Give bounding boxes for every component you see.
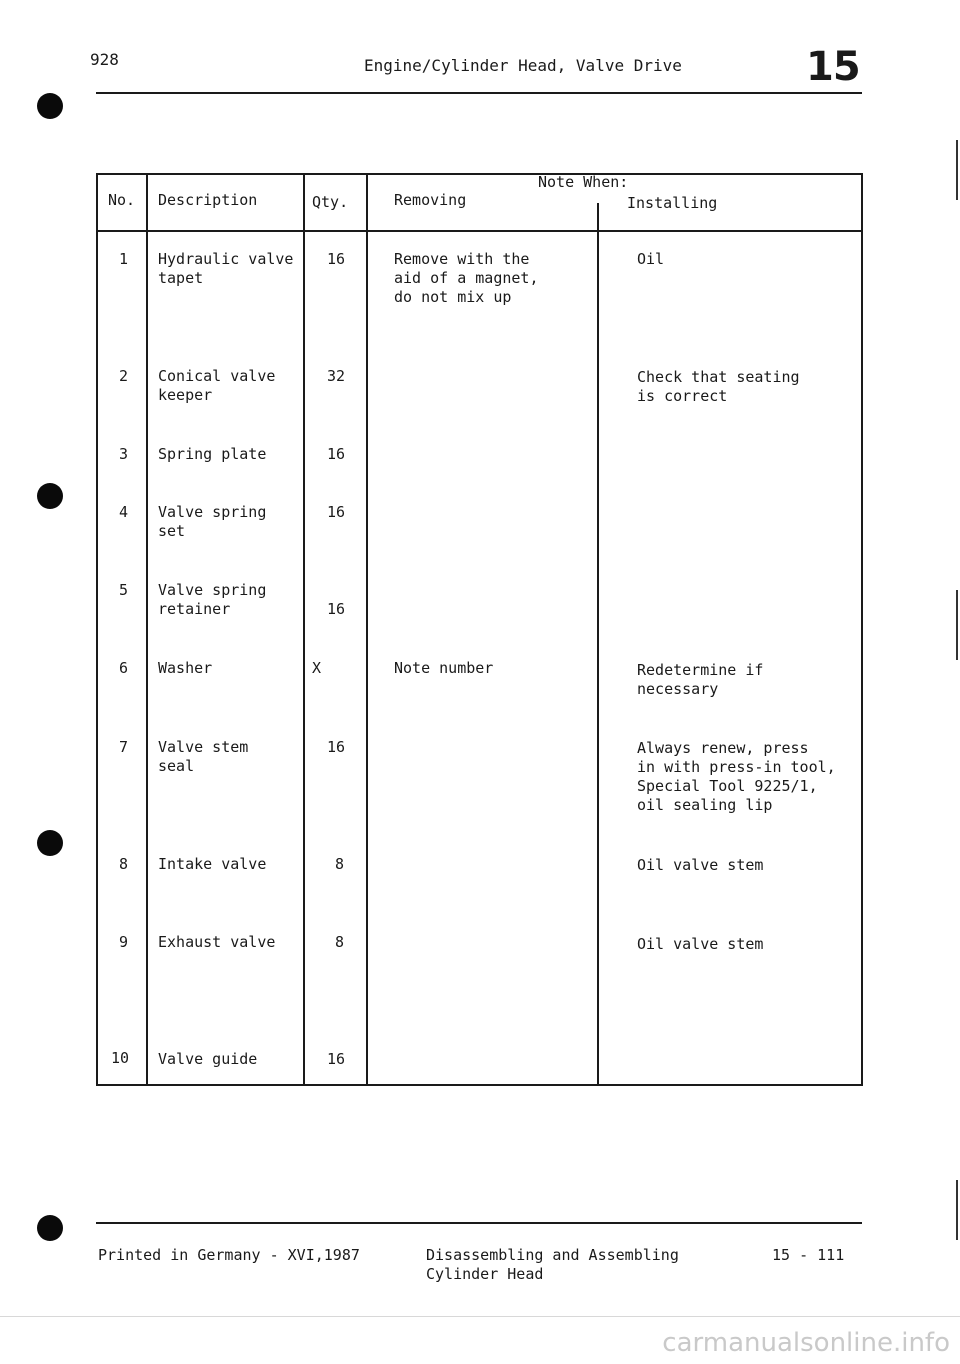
row-installing: Check that seating is correct: [637, 368, 800, 405]
footer-printed: Printed in Germany - XVI,1987: [98, 1246, 360, 1264]
binder-hole: [37, 93, 63, 119]
binder-hole: [37, 830, 63, 856]
row-no: 10: [111, 1049, 130, 1067]
row-no: 1: [119, 250, 129, 268]
row-qty: 16: [327, 445, 346, 463]
binder-hole: [37, 483, 63, 509]
footer-section: Disassembling and Assembling Cylinder Head: [426, 1246, 679, 1283]
row-no: 7: [119, 738, 129, 756]
row-description: Intake valve: [158, 855, 267, 873]
col-divider: [366, 175, 368, 1084]
footer-page-number: 15 - 111: [772, 1246, 845, 1264]
row-description: Valve spring set: [158, 503, 267, 540]
row-description: Valve stem seal: [158, 738, 249, 775]
row-description: Exhaust valve: [158, 933, 276, 951]
row-description: Valve spring retainer: [158, 581, 267, 618]
margin-mark: [956, 140, 958, 200]
row-removing: Remove with the aid of a magnet, do not mix up: [394, 250, 539, 306]
row-installing: Oil: [637, 250, 665, 268]
row-qty: 8: [335, 855, 345, 873]
row-removing: Note number: [394, 659, 494, 677]
col-divider: [597, 203, 599, 1084]
header-installing: Installing: [627, 194, 718, 212]
header-row-divider: [98, 230, 861, 232]
col-divider: [303, 175, 305, 1084]
row-qty: X: [312, 659, 322, 677]
row-no: 5: [119, 581, 129, 599]
row-description: Valve guide: [158, 1050, 258, 1068]
row-qty: 16: [327, 1050, 346, 1068]
row-no: 6: [119, 659, 129, 677]
row-no: 9: [119, 933, 129, 951]
header-description: Description: [158, 191, 258, 209]
col-divider: [146, 175, 148, 1084]
group-number: 15: [806, 44, 860, 90]
header-divider: [96, 92, 862, 94]
binder-hole: [37, 1215, 63, 1241]
row-installing: Oil valve stem: [637, 856, 764, 874]
row-no: 2: [119, 367, 129, 385]
row-no: 8: [119, 855, 129, 873]
page-bottom-divider: [0, 1316, 960, 1317]
header-qty: Qty.: [312, 193, 349, 211]
row-qty: 16: [327, 600, 346, 618]
row-qty: 32: [327, 367, 346, 385]
model-number: 928: [90, 50, 119, 69]
row-installing: Oil valve stem: [637, 935, 764, 953]
header-note-when: Note When:: [538, 173, 629, 191]
page-title: Engine/Cylinder Head, Valve Drive: [364, 56, 682, 75]
row-qty: 8: [335, 933, 345, 951]
row-description: Washer: [158, 659, 213, 677]
parts-table: [96, 173, 863, 1086]
row-qty: 16: [327, 250, 346, 268]
row-qty: 16: [327, 738, 346, 756]
row-description: Hydraulic valve tapet: [158, 250, 294, 287]
row-qty: 16: [327, 503, 346, 521]
margin-mark: [956, 1180, 958, 1240]
site-watermark: carmanualsonline.info: [662, 1328, 950, 1358]
row-no: 4: [119, 503, 129, 521]
row-description: Conical valve keeper: [158, 367, 276, 404]
footer-divider: [96, 1222, 862, 1224]
header-removing: Removing: [394, 191, 467, 209]
margin-mark: [956, 590, 958, 660]
row-description: Spring plate: [158, 445, 267, 463]
row-installing: Redetermine if necessary: [637, 661, 764, 698]
row-no: 3: [119, 445, 129, 463]
row-installing: Always renew, press in with press-in tool, Special Tool 9225/1, oil sealing lip: [637, 739, 836, 814]
header-no: No.: [108, 191, 136, 209]
